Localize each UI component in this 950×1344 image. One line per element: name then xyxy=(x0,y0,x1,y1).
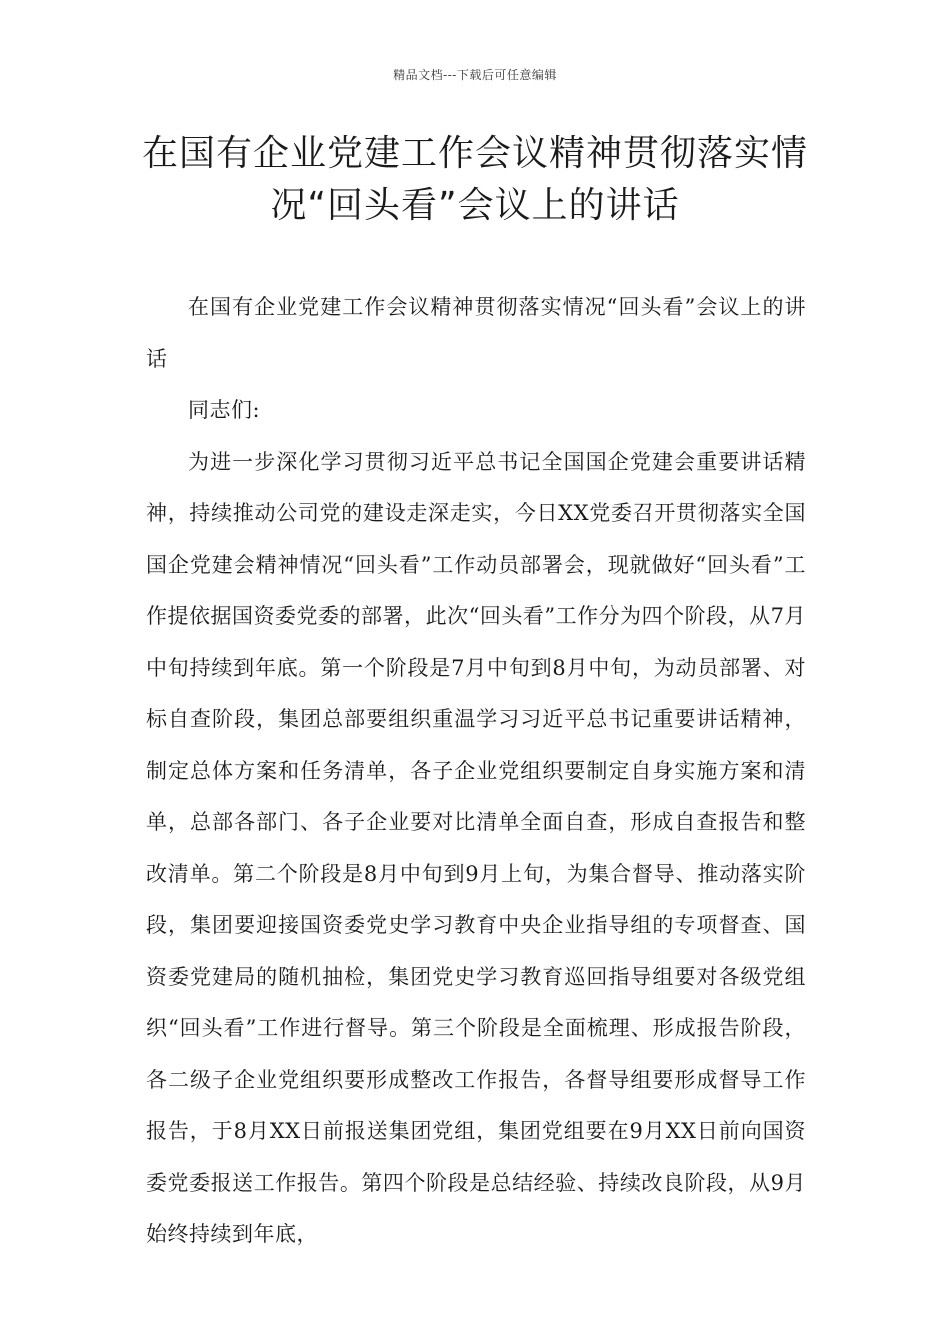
document-body xyxy=(146,282,806,1261)
document-title: 在国有企业党建工作会议精神贯彻落实情况“回头看”会议上的讲话 xyxy=(141,133,808,226)
intro-paragraph: 在国有企业党建工作会议精神贯彻落实情况“回头看”会议上的讲话 xyxy=(146,295,806,371)
body-paragraph: 为进一步深化学习贯彻习近平总书记全国国企党建会重要讲话精神，持续推动公司党的建设走深走实，今日XX党委召开贯彻落实全国国企党建会精神情况“回头看”工作动员部署会，现就做好“回头看”工作提依据国资委党委的部署，此次“回头看”工作分为四个阶段，从7月中旬持续到年底。第一个阶段是7月中旬到8月中旬，为动员部署、对标自查阶段，集团总部要组织重温学习习近平总书记重要讲话精神，制定总体方案和任务清单，各子企业党组织要制定自身实施方案和清单，总部各部门、各子企业要对比清单全面自查，形成自查报告和整改清单。第二个阶段是8月中旬到9月上旬，为集合督导、推动落实阶段，集团要迎接国资委党史学习教育中央企业指导组的专项督查、国资委党建局的随机抽检，集团党史学习教育巡回指导组要对各级党组织“回头看”工作进行督导。第三个阶段是全面梳理、形成报告阶段，各二级子企业党组织要形成整改工作报告，各督导组要形成督导工作报告，于8月XX日前报送集团党组，集团党组要在9月XX日前向国资委党委报送工作报告。第四个阶段是总结经验、持续改良阶段，从9月始终持续到年底， xyxy=(146,449,806,1246)
salutation: 同志们: xyxy=(188,398,261,422)
header-note: 精品文档---下载后可任意编辑 xyxy=(393,68,557,82)
